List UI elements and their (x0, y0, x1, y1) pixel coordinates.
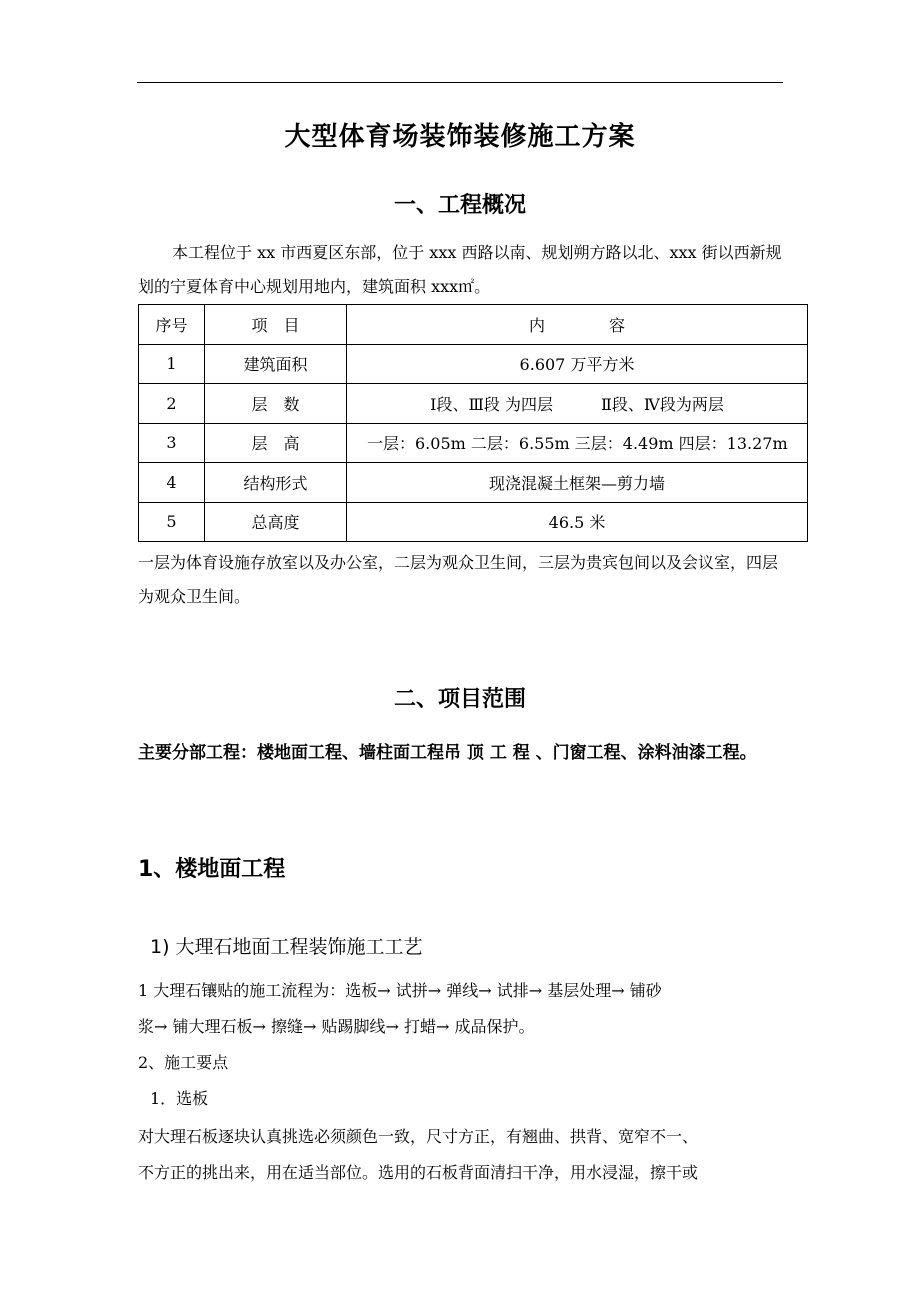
scope-paragraph: 主要分部工程：楼地面工程、墙柱面工程吊 顶 工 程 、门窗工程、涂料油漆工程。 (138, 743, 757, 763)
point1-title: 1．选板 (150, 1089, 209, 1108)
table-row (139, 344, 808, 384)
project-spec-table (138, 304, 808, 542)
table-cell: 1 (139, 344, 205, 384)
table-cell: 4 (139, 463, 205, 503)
table-cell: 建筑面积 (205, 344, 347, 384)
table-cell: 3 (139, 423, 205, 463)
document-title: 大型体育场装饰装修施工方案 (284, 122, 636, 152)
section1-heading: 一、工程概况 (393, 193, 526, 218)
table-header-row (139, 305, 808, 345)
table-cell: 现浇混凝土框架—剪力墙 (347, 463, 808, 503)
table-cell: 层 高 (205, 423, 347, 463)
table-row (139, 384, 808, 424)
marble-subheading: 1) 大理石地面工程装饰施工工艺 (150, 936, 423, 958)
process-line-2: 浆→ 铺大理石板→ 擦缝→ 贴踢脚线→ 打蜡→ 成品保护。 (138, 1017, 535, 1036)
process-line-1: 1 大理石镶贴的施工流程为：选板→ 试拼→ 弹线→ 试排→ 基层处理→ 铺砂 (138, 981, 662, 1000)
point1-line-1: 对大理石板逐块认真挑选必须颜色一致，尺寸方正，有翘曲、拱背、宽窄不一、 (138, 1127, 699, 1146)
point1-line-2: 不方正的挑出来，用在适当部位。选用的石板背面清扫干净，用水浸湿，擦干或 (138, 1163, 699, 1182)
table-cell: 层 数 (205, 384, 347, 424)
table-row (139, 502, 808, 542)
table-header-cell: 项 目 (205, 305, 347, 345)
table-row (139, 423, 808, 463)
table-cell: 5 (139, 502, 205, 542)
table-cell: 总高度 (205, 502, 347, 542)
header-rule (137, 82, 783, 83)
table-cell: 46.5 米 (347, 502, 808, 542)
table-row (139, 463, 808, 503)
section1-intro: 本工程位于 xx 市西夏区东部，位于 xxx 西路以南、规划朔方路以北、xxx 街以西新规划的宁夏体育中心规划用地内，建筑面积 xxx㎡。 (138, 243, 782, 296)
floor-usage-note: 一层为体育设施存放室以及办公室，二层为观众卫生间，三层为贵宾包间以及会议室，四层为观众卫生间。 (138, 553, 779, 606)
table-cell: 2 (139, 384, 205, 424)
table-header-cell: 序号 (139, 305, 205, 345)
points-heading: 2、施工要点 (138, 1053, 229, 1072)
table-header-cell: 内 容 (347, 305, 808, 345)
table-cell: Ⅰ段、Ⅲ段 为四层 Ⅱ段、Ⅳ段为两层 (347, 384, 808, 424)
section2-heading: 二、项目范围 (393, 687, 526, 712)
section3-heading: 1、楼地面工程 (138, 857, 286, 882)
table-cell: 结构形式 (205, 463, 347, 503)
table-cell: 6.607 万平方米 (347, 344, 808, 384)
table-cell: 一层：6.05m 二层：6.55m 三层：4.49m 四层：13.27m (347, 423, 808, 463)
